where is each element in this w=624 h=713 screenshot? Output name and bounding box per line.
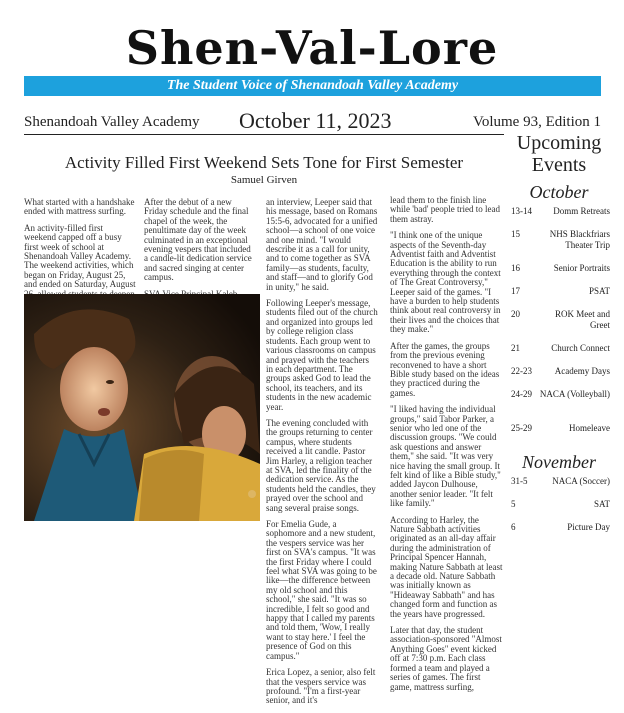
paragraph: "I think one of the unique aspects of the Seventh-day Adventist faith and Adventist Education is the ability to run everything through the context of The Great Controversy," Leeper said of the games. "I have a burden to help students think about real controversy in their lives and the choices that they make." <box>390 230 501 335</box>
school-name: Shenandoah Valley Academy <box>24 114 200 130</box>
month-heading: October <box>529 182 589 202</box>
issue-info-row <box>24 108 601 134</box>
paragraph: After the debut of a new Friday schedule and the final chapel of the week, the penultimate day of the week culminated in an exceptional evening vespers that included a candle-lit dedication service and sacred singing at center campus. <box>144 197 252 283</box>
paragraph: Later that day, the student association-sponsored "Almost Anything Goes" event kicked off at 7:30 p.m. Each class formed a team and played a series of games. The first game, mattress surfing, <box>390 625 502 692</box>
event-item <box>508 309 610 343</box>
event-date: 20 <box>511 309 520 319</box>
paragraph: an interview, Leeper said that his message, based on Romans 15:5-6, advocated for a unified school—a school of one voice and one mind. "I would describe it as a call for unity, and to come together as SVA family—as students, faculty, and staff—and to glorify God in unity," he said. <box>266 197 378 292</box>
paragraph: According to Harley, the Nature Sabbath activities originated as an all-day affair during the administration of Principal Spencer Hannah, making Nature Sabbath at least a decade old. Nature Sabbath was initially known as "Hideaway Sabbath" and has changed form and function as the years have progressed. <box>390 514 503 619</box>
upcoming-events-sidebar <box>508 132 610 545</box>
paragraph: "I liked having the individual groups," said Tabor Parker, a senior who led one of the discussion groups. "We could ask questions and answer them," she said. "It was very nice having the small group. It felt kind of like a Bible study," added Jaycon Dulhouse, another senior leader. "It felt like family." <box>390 404 501 509</box>
sidebar-title: Upcoming Events <box>516 132 602 176</box>
event-name: ROK Meet and Greet <box>555 309 610 330</box>
event-name: NHS Blackfriars Theater Trip <box>549 229 610 250</box>
event-item <box>508 499 610 522</box>
paragraph: After the games, the groups from the previous evening reconvened to have a short Bible study based on the ideas they practiced during the games. <box>390 340 500 398</box>
event-item <box>508 286 610 309</box>
article-column-3 <box>266 198 378 713</box>
paragraph: Erica Lopez, a senior, also felt that the vespers service was profound. "I'm a first-year senior, and it's <box>266 667 376 706</box>
paragraph: For Emelia Gude, a sophomore and a new student, the vespers service was her first on SVA's campus. "It was the first Friday where I could feel what SVA was going to be like—the difference between my old school and this school," she said. "It was so incredible, I felt so good and happy that I called my parents and told them, 'Wow, I really want to stay here.' I feel the presence of God on this campus." <box>266 519 377 661</box>
event-date: 6 <box>511 522 516 532</box>
paragraph: The evening concluded with the groups returning to center campus, where students received a lit candle. Pastor Jim Harley, a religion teacher at SVA, led the finality of the dedication service. As the students held the candles, they prayed over the school and sang several praise songs. <box>266 417 376 513</box>
event-name: Picture Day <box>567 522 610 532</box>
event-item <box>508 389 610 423</box>
volume-edition: Volume 93, Edition 1 <box>472 114 601 130</box>
event-name: NACA (Volleyball) <box>539 389 610 399</box>
event-item <box>508 343 610 366</box>
event-name: SAT <box>593 499 610 509</box>
divider-rule <box>24 134 504 135</box>
event-name: Homeleave <box>569 423 610 433</box>
event-date: 16 <box>511 263 520 273</box>
article-byline: Samuel Girven <box>230 174 298 186</box>
event-name: PSAT <box>588 286 610 296</box>
article-column-4 <box>390 196 504 699</box>
event-item <box>508 522 610 545</box>
event-item <box>508 423 610 446</box>
paragraph: What started with a handshake ended with mattress surfing. <box>24 197 135 217</box>
paragraph: lead them to the finish line while 'bad' people tried to lead them astray. <box>390 195 500 224</box>
students-singing-photo <box>24 294 260 521</box>
event-date: 24-29 <box>511 389 532 399</box>
event-name: Church Connect <box>551 343 610 353</box>
masthead-title: Shen-Val-Lore <box>125 21 499 75</box>
event-date: 21 <box>511 343 520 353</box>
article-headline: Activity Filled First Weekend Sets Tone for First Semester <box>64 153 464 172</box>
event-date: 17 <box>511 286 520 296</box>
paragraph: Following Leeper's message, students filed out of the church and organized into groups led by college religion class students. Each group went to various classrooms on campus and prayed with the teachers in each department. The groups asked God to lead the school, its teachers, and its students in the new academic year. <box>266 298 378 412</box>
event-item <box>508 476 610 499</box>
event-date: 5 <box>511 499 516 509</box>
event-item <box>508 206 610 229</box>
event-date: 25-29 <box>511 423 532 433</box>
event-date: 15 <box>511 229 520 239</box>
event-name: Academy Days <box>554 366 610 376</box>
event-name: Senior Portraits <box>553 263 610 273</box>
tagline-banner: The Student Voice of Shenandoah Valley Academy <box>24 76 601 96</box>
event-date: 31-5 <box>511 476 528 486</box>
event-item <box>508 263 610 286</box>
event-date: 13-14 <box>511 206 532 216</box>
event-item <box>508 366 610 389</box>
issue-date: October 11, 2023 <box>239 108 392 133</box>
event-name: NACA (Soccer) <box>552 476 610 486</box>
paragraph: An activity-filled first weekend capped off a busy first week of school at Shenandoah Valley Academy. The weekend activities, which began on Friday, August 25, and ended on Saturday, August <box>24 222 136 290</box>
event-item <box>508 229 610 263</box>
event-date: 22-23 <box>511 366 532 376</box>
month-heading: November <box>522 452 596 472</box>
event-name: Domm Retreats <box>553 206 610 216</box>
